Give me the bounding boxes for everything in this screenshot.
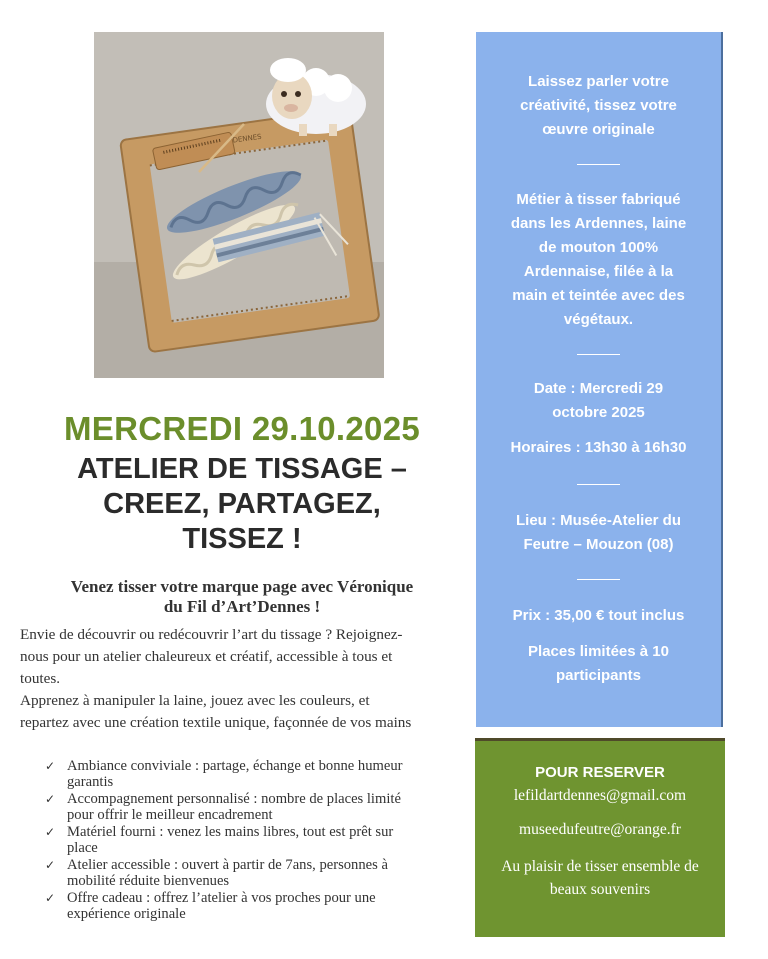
- subtitle-line: Venez tisser votre marque page avec Véronique: [70, 577, 414, 596]
- closing-line: beaux souvenirs: [549, 881, 651, 898]
- place-line: Feutre – Mouzon (08): [523, 536, 674, 553]
- benefit-text: Offre cadeau : offrez l’atelier à vos proches pour une: [67, 890, 376, 906]
- benefit-text: Atelier accessible : ouvert à partir de 7ans, personnes à: [67, 857, 388, 873]
- benefits-list: [45, 758, 455, 923]
- intro-paragraphs: [20, 624, 460, 734]
- checkmark-icon: ✓: [45, 825, 56, 839]
- atelier-title-line: TISSEZ !: [182, 523, 302, 555]
- checkmark-icon: ✓: [45, 759, 56, 773]
- divider: [577, 354, 620, 355]
- atelier-title: [20, 452, 464, 557]
- list-item: [45, 890, 455, 922]
- benefit-text: pour offrir le meilleur encadrement: [67, 807, 273, 823]
- benefit-text: Ambiance conviviale : partage, échange et bonne humeur: [67, 758, 403, 774]
- reservation-panel: [475, 738, 725, 937]
- subtitle-line: du Fil d’Art’Dennes !: [163, 597, 321, 616]
- event-date-heading: MERCREDI 29.10.2025: [63, 410, 421, 447]
- materials-line: Métier à tisser fabriqué: [516, 191, 681, 208]
- weaving-photo: [94, 32, 384, 378]
- tagline-line: créativité, tissez votre: [520, 97, 677, 114]
- materials-line: main et teintée avec des: [512, 287, 685, 304]
- atelier-title-line: CREEZ, PARTAGEZ,: [103, 488, 381, 520]
- closing-message: [481, 855, 719, 901]
- list-item: [45, 758, 455, 790]
- list-item: [45, 857, 455, 889]
- event-hours: Horaires : 13h30 à 16h30: [510, 439, 687, 456]
- list-item: [45, 824, 455, 856]
- benefit-text: Matériel fourni : venez les mains libres, tout est prêt sur: [67, 824, 394, 840]
- intro-line: Envie de découvrir ou redécouvrir l’art du tissage ? Rejoignez-: [20, 626, 403, 643]
- atelier-title-line: ATELIER DE TISSAGE –: [77, 453, 407, 485]
- email-link-fildartdennes[interactable]: lefildartdennes@gmail.com: [513, 787, 687, 804]
- benefit-text: expérience originale: [67, 906, 186, 922]
- materials-line: Ardennaise, filée à la: [523, 263, 674, 280]
- checkmark-icon: ✓: [45, 891, 56, 905]
- event-info-panel: [476, 32, 723, 727]
- place-line: Lieu : Musée-Atelier du: [515, 512, 682, 529]
- event-place: [486, 509, 711, 557]
- loom-engraving: D'ARTDENNES: [211, 132, 263, 148]
- checkmark-icon: ✓: [45, 858, 56, 872]
- intro-line: Apprenez à manipuler la laine, jouez avec les couleurs, et: [20, 692, 370, 709]
- materials-line: de mouton 100%: [538, 239, 659, 256]
- seats-line: Places limitées à 10: [528, 643, 669, 660]
- intro-line: repartez avec une création textile unique, façonnée de vos mains: [20, 714, 412, 731]
- materials-text: [486, 188, 711, 332]
- event-date-text: [486, 377, 711, 425]
- divider: [577, 484, 620, 485]
- benefit-text: Accompagnement personnalisé : nombre de places limité: [67, 791, 401, 807]
- benefit-text: place: [67, 840, 98, 856]
- atelier-subtitle: [22, 577, 462, 617]
- divider: [577, 579, 620, 580]
- event-price: Prix : 35,00 € tout inclus: [512, 607, 685, 624]
- intro-line: nous pour un atelier chaleureux et créatif, accessible à tous et: [20, 648, 393, 665]
- seats-line: participants: [555, 667, 642, 684]
- checkmark-icon: ✓: [45, 792, 56, 806]
- email-link-museedufeutre[interactable]: museedufeutre@orange.fr: [519, 821, 681, 838]
- event-seats: [486, 640, 711, 688]
- materials-line: dans les Ardennes, laine: [510, 215, 687, 232]
- weaving-loom-illustration: [94, 32, 384, 378]
- intro-line: toutes.: [20, 670, 61, 687]
- date-line: Date : Mercredi 29: [533, 380, 664, 397]
- list-item: [45, 791, 455, 823]
- date-line: octobre 2025: [552, 404, 645, 421]
- benefit-text: mobilité réduite bienvenues: [67, 873, 230, 889]
- benefit-text: garantis: [67, 774, 114, 790]
- tagline: [486, 70, 711, 142]
- materials-line: végétaux.: [563, 311, 634, 328]
- closing-line: Au plaisir de tisser ensemble de: [501, 858, 699, 875]
- reservation-title: POUR RESERVER: [535, 764, 665, 781]
- tagline-line: œuvre originale: [542, 121, 655, 138]
- divider: [577, 164, 620, 165]
- tagline-line: Laissez parler votre: [528, 73, 669, 90]
